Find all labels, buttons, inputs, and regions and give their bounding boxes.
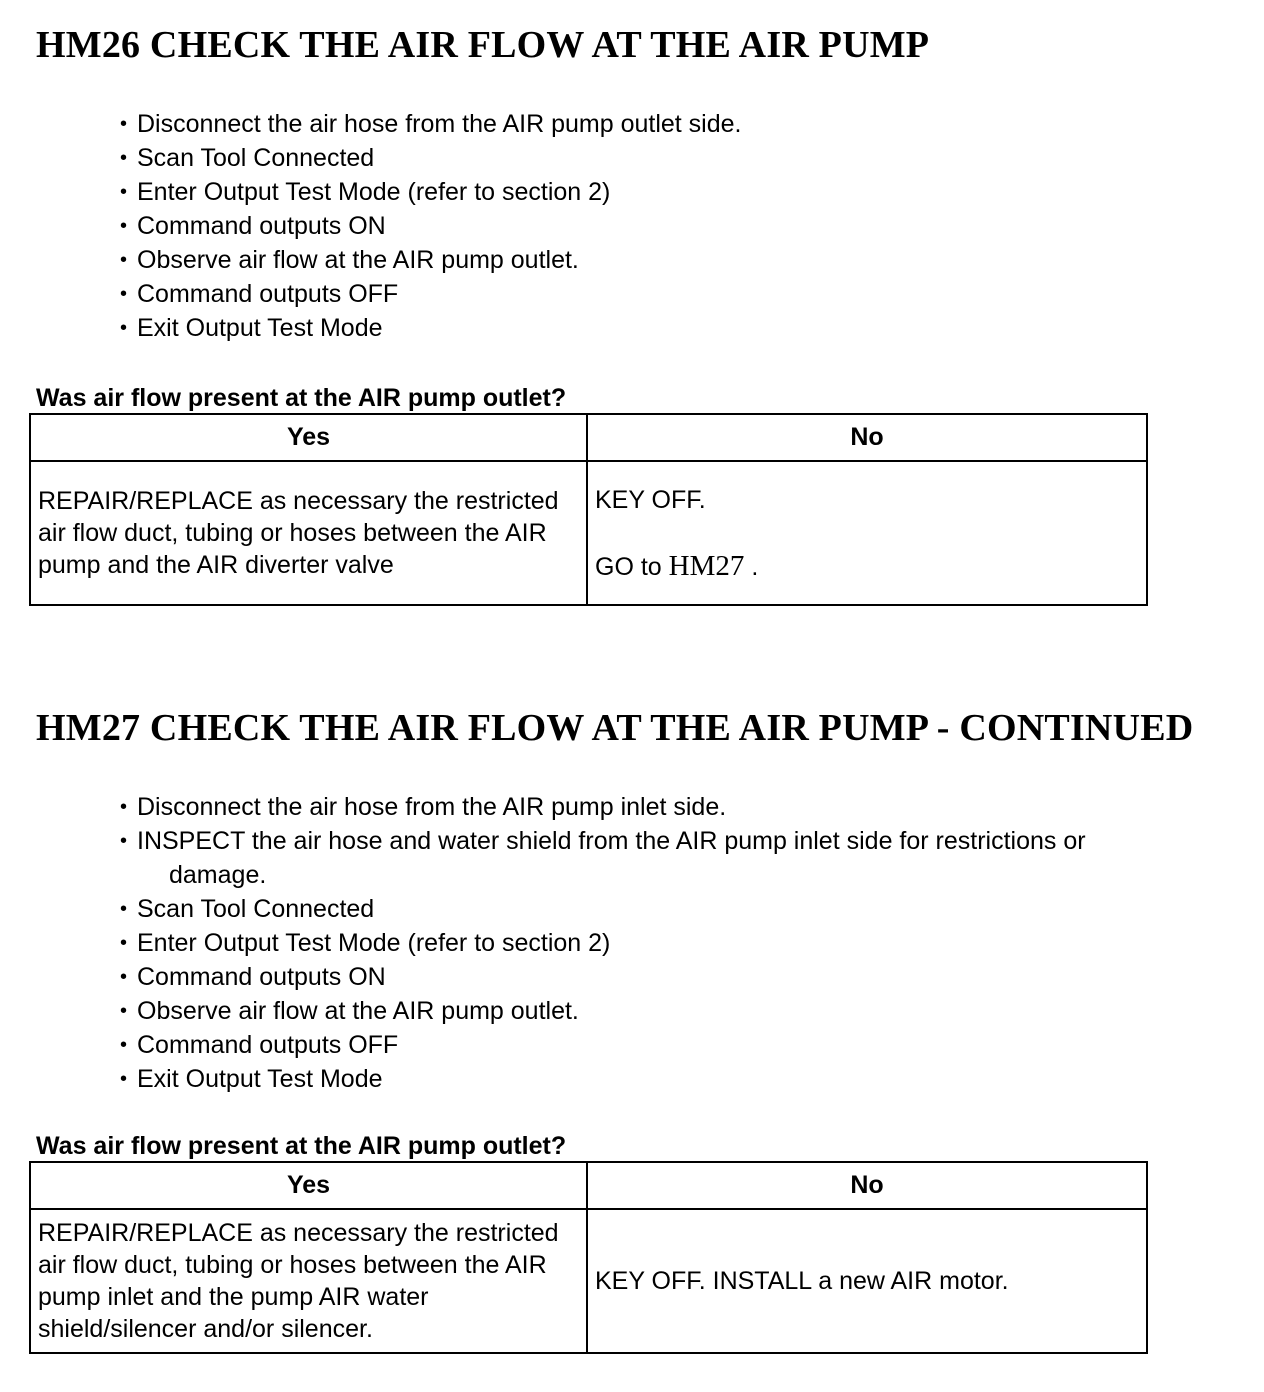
- question-hm27: Was air flow present at the AIR pump outlet?: [36, 1132, 567, 1160]
- bullet-icon: •: [120, 932, 128, 954]
- no-action: KEY OFF. INSTALL a new AIR motor.: [587, 1209, 1147, 1353]
- yes-action: REPAIR/REPLACE as necessary the restricted air flow duct, tubing or hoses between the AIR pump inlet and the pump AIR water shield/silencer and/or silencer.: [30, 1209, 587, 1353]
- no-header: No: [587, 1162, 1147, 1209]
- list-item: • INSPECT the air hose and water shield from the AIR pump inlet side for restrictions or damage.: [120, 824, 1220, 892]
- bullet-icon: •: [120, 796, 128, 818]
- bullet-icon: •: [120, 1068, 128, 1090]
- no-action-line1: KEY OFF.: [595, 485, 706, 514]
- step-list-hm26: [120, 107, 1220, 345]
- list-item: • Scan Tool Connected: [120, 892, 1220, 926]
- list-item: • Observe air flow at the AIR pump outlet.: [120, 994, 1220, 1028]
- list-item: • Observe air flow at the AIR pump outlet.: [120, 243, 1220, 277]
- list-item: • Enter Output Test Mode (refer to section 2): [120, 926, 1220, 960]
- yes-action: REPAIR/REPLACE as necessary the restricted air flow duct, tubing or hoses between the AIR pump and the AIR diverter valve: [30, 461, 587, 605]
- section-title-hm27: HM27 CHECK THE AIR FLOW AT THE AIR PUMP - CONTINUED: [36, 707, 1194, 749]
- list-item: • Command outputs OFF: [120, 277, 1220, 311]
- list-item: • Command outputs ON: [120, 209, 1220, 243]
- list-item: • Enter Output Test Mode (refer to section 2): [120, 175, 1220, 209]
- bullet-icon: •: [120, 283, 128, 305]
- yes-header: Yes: [30, 414, 587, 461]
- no-action-goto: GO to HM27 .: [595, 549, 759, 582]
- bullet-icon: •: [120, 966, 128, 988]
- no-action: [587, 461, 1147, 605]
- list-item: • Scan Tool Connected: [120, 141, 1220, 175]
- bullet-icon: •: [120, 1034, 128, 1056]
- bullet-icon: •: [120, 147, 128, 169]
- result-table-hm26: [29, 413, 1148, 606]
- bullet-icon: •: [120, 830, 128, 852]
- bullet-icon: •: [120, 317, 128, 339]
- bullet-icon: •: [120, 898, 128, 920]
- bullet-icon: •: [120, 113, 128, 135]
- list-item-continuation: damage.: [169, 861, 267, 889]
- question-hm26: Was air flow present at the AIR pump outlet?: [36, 384, 567, 412]
- list-item: • Exit Output Test Mode: [120, 1062, 1220, 1096]
- yes-header: Yes: [30, 1162, 587, 1209]
- bullet-icon: •: [120, 215, 128, 237]
- list-item: • Exit Output Test Mode: [120, 311, 1220, 345]
- no-header: No: [587, 414, 1147, 461]
- bullet-icon: •: [120, 249, 128, 271]
- list-item: • Command outputs OFF: [120, 1028, 1220, 1062]
- goto-link-hm27[interactable]: HM27: [668, 549, 745, 582]
- bullet-icon: •: [120, 1000, 128, 1022]
- list-item: • Disconnect the air hose from the AIR pump outlet side.: [120, 107, 1220, 141]
- bullet-icon: •: [120, 181, 128, 203]
- section-title-hm26: HM26 CHECK THE AIR FLOW AT THE AIR PUMP: [36, 24, 930, 66]
- list-item: • Command outputs ON: [120, 960, 1220, 994]
- step-list-hm27: [120, 790, 1220, 1096]
- list-item: • Disconnect the air hose from the AIR pump inlet side.: [120, 790, 1220, 824]
- result-table-hm27: [29, 1161, 1148, 1354]
